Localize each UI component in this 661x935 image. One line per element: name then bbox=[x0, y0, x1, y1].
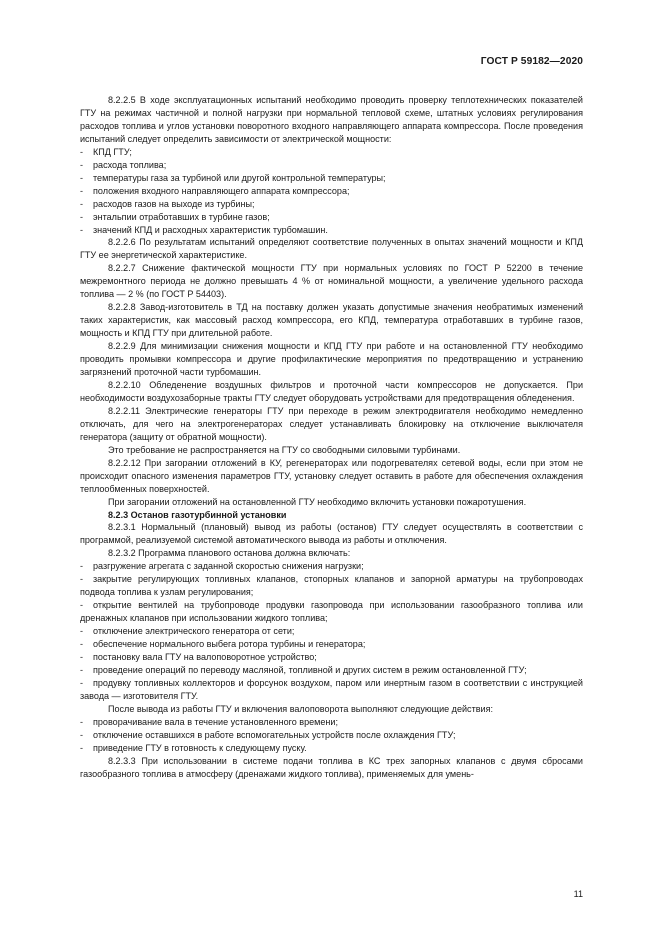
list-dash: - bbox=[80, 211, 84, 222]
page-number: 11 bbox=[573, 889, 583, 899]
list-item-text: открытие вентилей на трубопроводе продувки газопровода при использовании газообразного топлива или дренажных клапанов при использовании жидкого топлива; bbox=[80, 600, 583, 624]
list-item bbox=[80, 716, 583, 729]
list-item-text: энтальпии отработавших в турбине газов; bbox=[93, 211, 270, 222]
list-item bbox=[80, 638, 583, 651]
list-item-text: значений КПД и расходных характеристик турбомашин. bbox=[93, 224, 328, 235]
list-item-text: приведение ГТУ в готовность к следующему пуску. bbox=[93, 742, 307, 753]
standard-header: ГОСТ Р 59182—2020 bbox=[480, 56, 583, 67]
list-dash: - bbox=[80, 159, 84, 170]
paragraph: 8.2.2.8 Завод-изготовитель в ТД на поставку должен указать допустимые значения необратимых изменений таких характеристик, как массовый расход компрессора, его КПД, температура отработавших в турбине газов, мощность и КПД ГТУ при длительной работе. bbox=[80, 302, 583, 339]
list-dash: - bbox=[80, 742, 84, 753]
list-dash: - bbox=[80, 716, 84, 727]
list-item-text: положения входного направляющего аппарата компрессора; bbox=[93, 185, 350, 196]
paragraph: 8.2.3.3 При использовании в системе подачи топлива в КС трех запорных клапанов с двумя сбросами газообразного топлива в атмосферу (дренажами жидкого топлива), применяемых для умень- bbox=[80, 755, 583, 779]
list-item bbox=[80, 211, 583, 224]
list-item bbox=[80, 159, 583, 172]
paragraph: 8.2.2.5 В ходе эксплуатационных испытаний необходимо проводить проверку теплотехнических показателей ГТУ на режимах частичной и полной нагрузки при нормальной тепловой схеме, штатных условиях регулирования расходов топлива и углов установки поворотного входного направляющего аппарата компрессора. После проведения испытаний следует определить зависимости от электрической мощности: bbox=[80, 95, 583, 144]
list-item bbox=[80, 185, 583, 198]
paragraph: 8.2.3.2 Программа планового останова должна включать: bbox=[108, 548, 351, 559]
list-item bbox=[80, 224, 583, 237]
list-item-text: постановку вала ГТУ на валоповоротное устройство; bbox=[93, 651, 317, 662]
list-item bbox=[80, 198, 583, 211]
list-item bbox=[80, 742, 583, 755]
paragraph: При загорании отложений на остановленной ГТУ необходимо включить установки пожаротушения. bbox=[108, 496, 527, 507]
paragraph: 8.2.2.6 По результатам испытаний определяют соответствие полученных в опытах значений мощности и КПД ГТУ ее энергетической характеристике. bbox=[80, 237, 583, 261]
paragraph: 8.2.2.12 При загорании отложений в КУ, регенераторах или подогревателях сетевой воды, если при этом не происходит опасного изменения параметров ГТУ, установку следует оставить в работе для обеспечения охлаждения теплообменных поверхностей. bbox=[80, 457, 583, 494]
list-dash: - bbox=[80, 651, 84, 662]
paragraph: 8.2.2.9 Для минимизации снижения мощности и КПД ГТУ при работе и на остановленной ГТУ необходимо проводить промывки компрессора и другие профилактические мероприятия по предотвращению и устранению загрязнений проточной части турбомашин. bbox=[80, 341, 583, 378]
list-item-text: отключение электрического генератора от сети; bbox=[93, 626, 295, 637]
list-item bbox=[80, 729, 583, 742]
list-item bbox=[80, 664, 583, 677]
paragraph: 8.2.2.11 Электрические генераторы ГТУ при переходе в режим электродвигателя необходимо немедленно отключать, для чего на электрогенераторах следует устанавливать блокировку на отключение выключателя генератора (защиту от обратной мощности). bbox=[80, 405, 583, 442]
list-item-text: проворачивание вала в течение установленного времени; bbox=[93, 716, 338, 727]
list-dash: - bbox=[80, 677, 84, 688]
list-dash: - bbox=[80, 224, 84, 235]
list-dash: - bbox=[80, 600, 84, 611]
list-item bbox=[80, 573, 583, 599]
list-item-text: проведение операций по переводу масляной, топливной и других систем в режим остановленной ГТУ; bbox=[93, 664, 527, 675]
list-item-text: разгружение агрегата с заданной скоростью снижения нагрузки; bbox=[93, 561, 364, 572]
list-item bbox=[80, 146, 583, 159]
list-dash: - bbox=[80, 664, 84, 675]
list-item bbox=[80, 172, 583, 185]
list-item bbox=[80, 625, 583, 638]
list-item-text: расхода топлива; bbox=[93, 159, 167, 170]
list-item-text: температуры газа за турбиной или другой контрольной температуры; bbox=[93, 172, 386, 183]
paragraph: 8.2.2.7 Снижение фактической мощности ГТУ при нормальных условиях по ГОСТ Р 52200 в течение межремонтного периода не должно превышать 4 % от номинальной мощности, а увеличение удельного расхода топлива — 2 % (по ГОСТ Р 54403). bbox=[80, 263, 583, 300]
document-body bbox=[80, 94, 583, 781]
list-item-text: продувку топливных коллекторов и форсунок воздухом, паром или инертным газом в соответствии с инструкцией завода — изготовителя ГТУ. bbox=[80, 677, 583, 701]
list-item bbox=[80, 677, 583, 703]
list-item-text: КПД ГТУ; bbox=[93, 146, 132, 157]
list-dash: - bbox=[80, 729, 84, 740]
list-item-text: расходов газов на выходе из турбины; bbox=[93, 198, 255, 209]
list-dash: - bbox=[80, 198, 84, 209]
list-dash: - bbox=[80, 639, 84, 650]
list-item bbox=[80, 651, 583, 664]
list-dash: - bbox=[80, 185, 84, 196]
list-item-text: обеспечение нормального выбега ротора турбины и генератора; bbox=[93, 639, 366, 650]
list-item-text: отключение оставшихся в работе вспомогательных устройств после охлаждения ГТУ; bbox=[93, 729, 456, 740]
list-dash: - bbox=[80, 626, 84, 637]
section-heading: 8.2.3 Останов газотурбинной установки bbox=[108, 509, 287, 520]
paragraph: Это требование не распространяется на ГТУ со свободными силовыми турбинами. bbox=[108, 444, 461, 455]
list-dash: - bbox=[80, 172, 84, 183]
list-dash: - bbox=[80, 574, 84, 585]
list-item-text: закрытие регулирующих топливных клапанов, стопорных клапанов и запорной арматуры на трубопроводах подвода топлива к узлам регулирования; bbox=[80, 574, 583, 598]
list-dash: - bbox=[80, 561, 84, 572]
list-dash: - bbox=[80, 146, 84, 157]
paragraph: После вывода из работы ГТУ и включения валоповорота выполняют следующие действия: bbox=[108, 703, 493, 714]
list-item bbox=[80, 599, 583, 625]
list-item bbox=[80, 560, 583, 573]
paragraph: 8.2.3.1 Нормальный (плановый) вывод из работы (останов) ГТУ следует осуществлять в соответствии с программой, реализуемой системой автоматического вывода из работы и отключения. bbox=[80, 522, 583, 546]
paragraph: 8.2.2.10 Обледенение воздушных фильтров и проточной части компрессоров не допускается. При необходимости воздухозаборные тракты ГТУ следует оборудовать устройствами для предотвращения обледенения. bbox=[80, 379, 583, 403]
